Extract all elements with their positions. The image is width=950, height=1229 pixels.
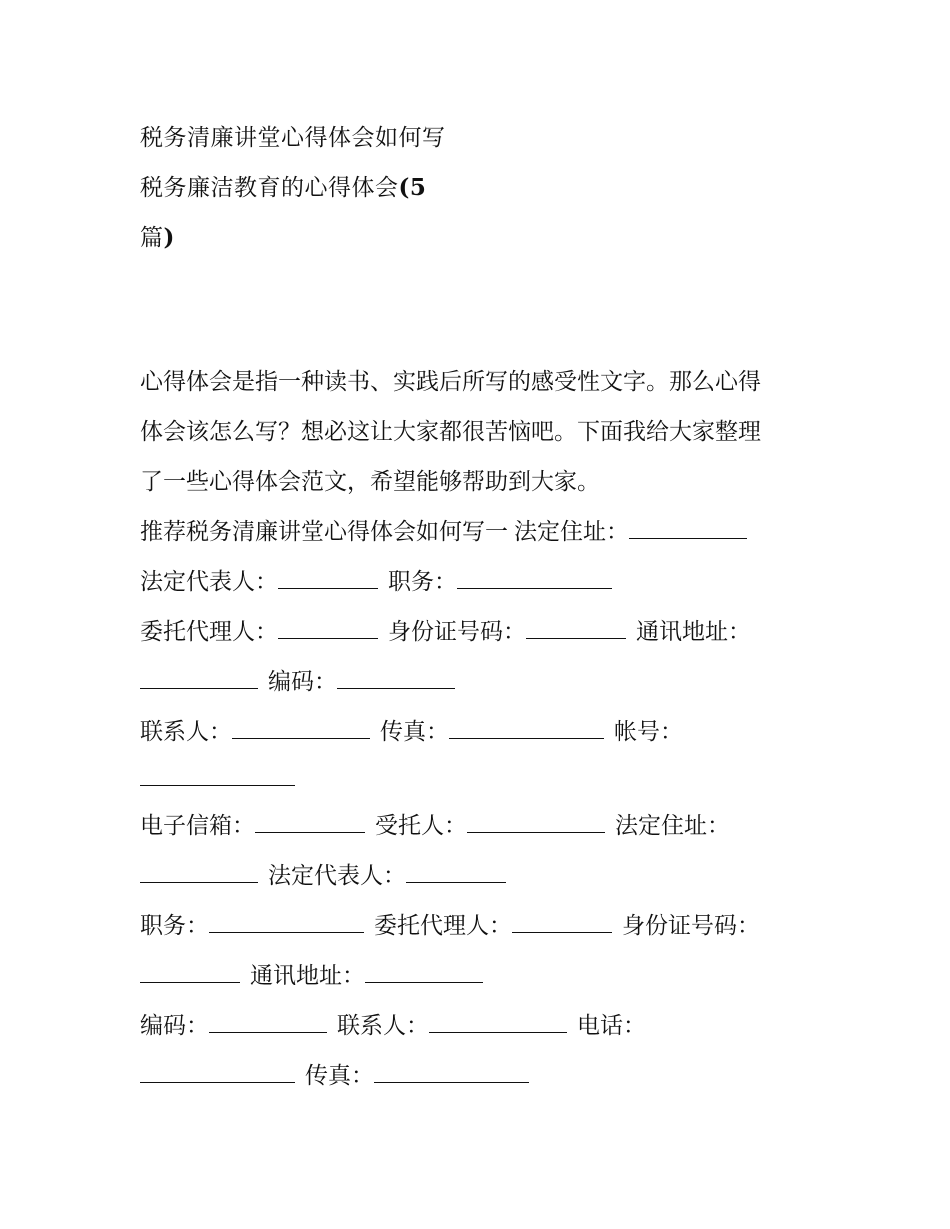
position-label: 职务： xyxy=(388,569,457,595)
legal-rep-label: 法定代表人： xyxy=(140,569,278,595)
id-number-label: 身份证号码： xyxy=(388,619,526,645)
title-line-1: 税务清廉讲堂心得体会如何写 xyxy=(140,125,446,151)
account-blank[interactable] xyxy=(140,767,295,786)
mail-address-label: 通讯地址： xyxy=(636,619,751,645)
title-line-3-tail: ) xyxy=(163,224,175,251)
form-row xyxy=(140,657,820,707)
agent-blank[interactable] xyxy=(278,620,378,639)
agent-label: 委托代理人： xyxy=(140,619,278,645)
form-row xyxy=(140,557,820,607)
form-row xyxy=(140,1051,820,1101)
title-line-2-tail: (5 xyxy=(398,174,427,201)
page-title xyxy=(140,113,810,263)
contact-blank[interactable] xyxy=(232,720,370,739)
title-line-3 xyxy=(140,213,810,263)
form-row xyxy=(140,507,820,557)
agent-label-2: 委托代理人： xyxy=(374,913,512,939)
contact-blank-2[interactable] xyxy=(429,1014,567,1033)
legal-address-label: 法定住址： xyxy=(514,519,629,545)
email-label: 电子信箱： xyxy=(140,813,255,839)
agent-blank-2[interactable] xyxy=(512,914,612,933)
postcode-label: 编码： xyxy=(268,669,337,695)
phone-label: 电话： xyxy=(577,1013,646,1039)
form-heading: 推荐税务清廉讲堂心得体会如何写一 xyxy=(140,519,508,545)
legal-rep-label-2: 法定代表人： xyxy=(268,863,406,889)
trustee-blank[interactable] xyxy=(467,814,605,833)
fax-label: 传真： xyxy=(380,719,449,745)
form-row xyxy=(140,851,820,901)
id-number-blank-2[interactable] xyxy=(140,964,240,983)
form-row xyxy=(140,1001,820,1051)
mail-address-blank[interactable] xyxy=(140,670,258,689)
id-number-blank[interactable] xyxy=(526,620,626,639)
title-line-2 xyxy=(140,163,810,213)
position-label-2: 职务： xyxy=(140,913,209,939)
trustee-label: 受托人： xyxy=(375,813,467,839)
legal-address-blank-2[interactable] xyxy=(140,864,258,883)
legal-rep-blank-2[interactable] xyxy=(406,864,506,883)
contract-form xyxy=(140,507,820,1101)
form-row xyxy=(140,707,820,757)
title-line-2-text: 税务廉洁教育的心得体会 xyxy=(140,175,399,201)
legal-address-blank[interactable] xyxy=(629,520,747,539)
form-row xyxy=(140,951,820,1001)
postcode-blank-2[interactable] xyxy=(209,1014,327,1033)
intro-line-1: 心得体会是指一种读书、实践后所写的感受性文字。那么心得 xyxy=(140,369,761,395)
id-number-label-2: 身份证号码： xyxy=(622,913,760,939)
legal-address-label-2: 法定住址： xyxy=(615,813,730,839)
phone-blank[interactable] xyxy=(140,1064,295,1083)
form-row xyxy=(140,607,820,657)
intro-paragraph xyxy=(140,357,820,507)
legal-rep-blank[interactable] xyxy=(278,570,378,589)
position-blank[interactable] xyxy=(457,570,612,589)
account-label: 帐号： xyxy=(614,719,683,745)
intro-line-2: 体会该怎么写？想必这让大家都很苦恼吧。下面我给大家整理 xyxy=(140,419,761,445)
form-row xyxy=(140,901,820,951)
contact-label-2: 联系人： xyxy=(337,1013,429,1039)
form-row xyxy=(140,757,820,801)
fax-blank-2[interactable] xyxy=(374,1064,529,1083)
fax-blank[interactable] xyxy=(449,720,604,739)
mail-address-blank-2[interactable] xyxy=(365,964,483,983)
postcode-blank[interactable] xyxy=(337,670,455,689)
email-blank[interactable] xyxy=(255,814,365,833)
title-line-3-text: 篇 xyxy=(140,225,164,251)
form-row xyxy=(140,801,820,851)
postcode-label-2: 编码： xyxy=(140,1013,209,1039)
fax-label-2: 传真： xyxy=(305,1063,374,1089)
position-blank-2[interactable] xyxy=(209,914,364,933)
mail-address-label-2: 通讯地址： xyxy=(250,963,365,989)
contact-label: 联系人： xyxy=(140,719,232,745)
intro-line-3: 了一些心得体会范文，希望能够帮助到大家。 xyxy=(140,469,600,495)
